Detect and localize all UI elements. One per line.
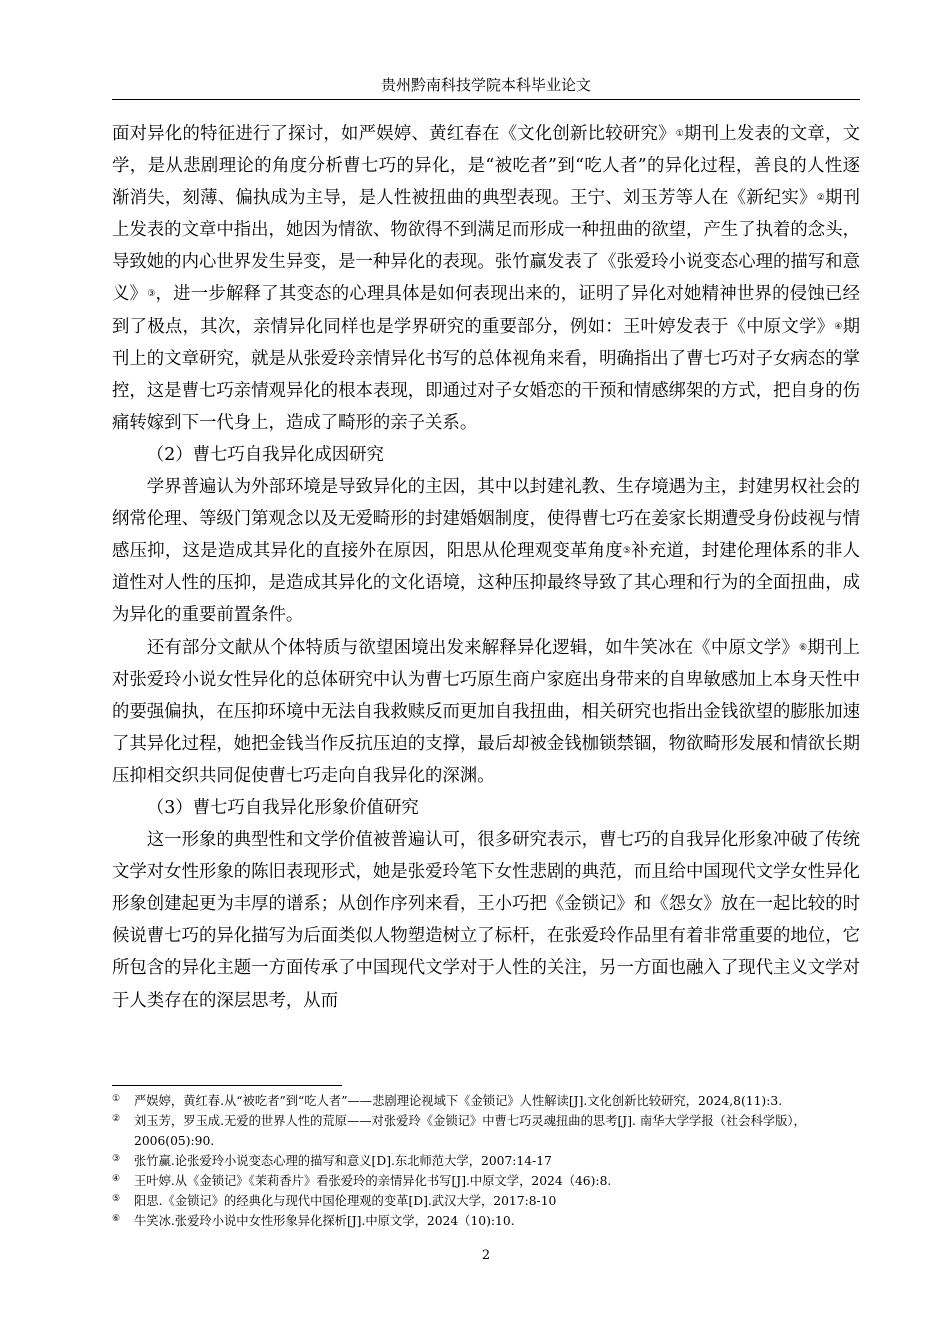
paragraph-1: 面对异化的特征进行了探讨，如严娱婷、黄红春在《文化创新比较研究》①期刊上发表的文章，文学，是从悲剧理论的角度分析曹七巧的异化，是“被吃者”到“吃人者”的异化过程，善良的人性逐渐消失，刻薄、偏执成为主导，是人性被扭曲的典型表现。王宁、刘玉芳等人在《新纪实》②期刊上发表的文章中指出，她因为情欲、物欲得不到满足而形成一种扭曲的欲望，产生了执着的念头，导致她的内心世界发生异变，是一种异化的表现。张竹赢发表了《张爱玲小说变态心理的描写和意义》③，进一步解释了其变态的心理具体是如何表现出来的，证明了异化对她精神世界的侵蚀已经到了极点，其次，亲情异化同样也是学界研究的重要部分，例如：王叶婷发表于《中原文学》④期刊上的文章研究，就是从张爱玲亲情异化书写的总体视角来看，明确指出了曹七巧对子女病态的掌控，这是曹七巧亲情观异化的根本表现，即通过对子女婚恋的干预和情感绑架的方式，把自身的伤痛转嫁到下一代身上，造成了畸形的亲子关系。	[112, 124, 860, 433]
footnote-ref-5[interactable]: ⑤	[622, 546, 632, 557]
footnote-ref-3[interactable]: ③	[147, 289, 156, 300]
footnote-text: 张竹赢.论张爱玲小说变态心理的描写和意义[D].东北师范大学，2007:14-17	[134, 1154, 552, 1168]
footnote-3	[112, 1151, 860, 1171]
footnote-mark: ⑥	[112, 1214, 121, 1224]
footnote-text: 王叶婷.从《金锁记》《茉莉香片》看张爱玲的亲情异化书写[J].中原文学，2024（46):8.	[134, 1174, 612, 1188]
footnote-mark: ③	[112, 1154, 121, 1164]
footnote-ref-2[interactable]: ②	[816, 193, 825, 204]
running-header: 贵州黔南科技学院本科毕业论文	[380, 76, 591, 94]
footnote-5	[112, 1191, 860, 1211]
footnotes	[112, 1091, 860, 1231]
footnote-1	[112, 1091, 860, 1111]
footnote-mark: ②	[112, 1114, 121, 1124]
footnote-mark: ⑤	[112, 1194, 121, 1204]
footnote-text: 刘玉芳，罗玉成.无爱的世界人性的荒原——对张爱玲《金锁记》中曹七巧灵魂扭曲的思考[J]. 南华大学学报（社会科学版），2006(05):90.	[134, 1114, 806, 1148]
footnote-text: 严娱婷，黄红春.从“被吃者”到“吃人者”——悲剧理论视域下《金锁记》人性解读[J].文化创新比较研究，2024,8(11):3.	[134, 1094, 783, 1108]
page-number: 2	[481, 1248, 491, 1263]
footnote-mark: ④	[112, 1174, 121, 1184]
section-heading-3: （3）曹七巧自我异化形象价值研究	[146, 797, 419, 818]
paragraph-4: 这一形象的典型性和文学价值被普遍认可，很多研究表示，曹七巧的自我异化形象冲破了传统文学对女性形象的陈旧表现形式，她是张爱玲笔下女性悲剧的典范，而且给中国现代文学女性异化形象创建起更为丰厚的谱系；从创作序列来看，王小巧把《金锁记》和《怨女》放在一起比较的时候说曹七巧的异化描写为后面类似人物塑造树立了标杆，在张爱玲作品里有着非常重要的地位，它所包含的异化主题一方面传承了中国现代文学对于人性的关注，另一方面也融入了现代主义文学对于人类存在的深层思考，从而	[112, 830, 860, 1011]
footnote-ref-6[interactable]: ⑥	[799, 642, 808, 653]
footnote-2	[112, 1111, 860, 1151]
body-text	[112, 118, 860, 1017]
footnote-ref-4[interactable]: ④	[834, 321, 843, 332]
footnote-separator	[112, 1085, 342, 1086]
paragraph-2: 学界普遍认为外部环境是导致异化的主因，其中以封建礼教、生存境遇为主，封建男权社会的纲常伦理、等级门第观念以及无爱畸形的封建婚姻制度，使得曹七巧在姜家长期遭受身份歧视与情感压抑，这是造成其异化的直接外在原因，阳思从伦理观变革角度⑤补充道，封建伦理体系的非人道性对人性的压抑，是造成其异化的文化语境，这种压抑最终导致了其心理和行为的全面扭曲，成为异化的重要前置条件。	[112, 477, 860, 626]
footnote-4	[112, 1171, 860, 1191]
footnote-ref-1[interactable]: ①	[675, 129, 685, 139]
paragraph-3: 还有部分文献从个体特质与欲望困境出发来解释异化逻辑，如牛笑冰在《中原文学》⑥期刊上对张爱玲小说女性异化的总体研究中认为曹七巧原生商户家庭出身带来的自卑敏感加上本身天性中的要强偏执，在压抑环境中无法自我救赎反而更加自我扭曲，相关研究也指出金钱欲望的膨胀加速了其异化过程，她把金钱当作反抗压迫的支撑，最后却被金钱枷锁禁锢，物欲畸形发展和情欲长期压抑相交织共同促使曹七巧走向自我异化的深渊。	[112, 637, 860, 786]
footnote-text: 牛笑冰.张爱玲小说中女性形象异化探析[J].中原文学，2024（10):10.	[134, 1214, 515, 1228]
footnote-mark: ①	[112, 1094, 121, 1104]
header-rule	[112, 99, 860, 100]
footnote-6	[112, 1211, 860, 1231]
section-heading-2: （2）曹七巧自我异化成因研究	[146, 444, 384, 465]
footnote-text: 阳思.《金锁记》的经典化与现代中国伦理观的变革[D].武汉大学，2017:8-10	[134, 1194, 557, 1208]
